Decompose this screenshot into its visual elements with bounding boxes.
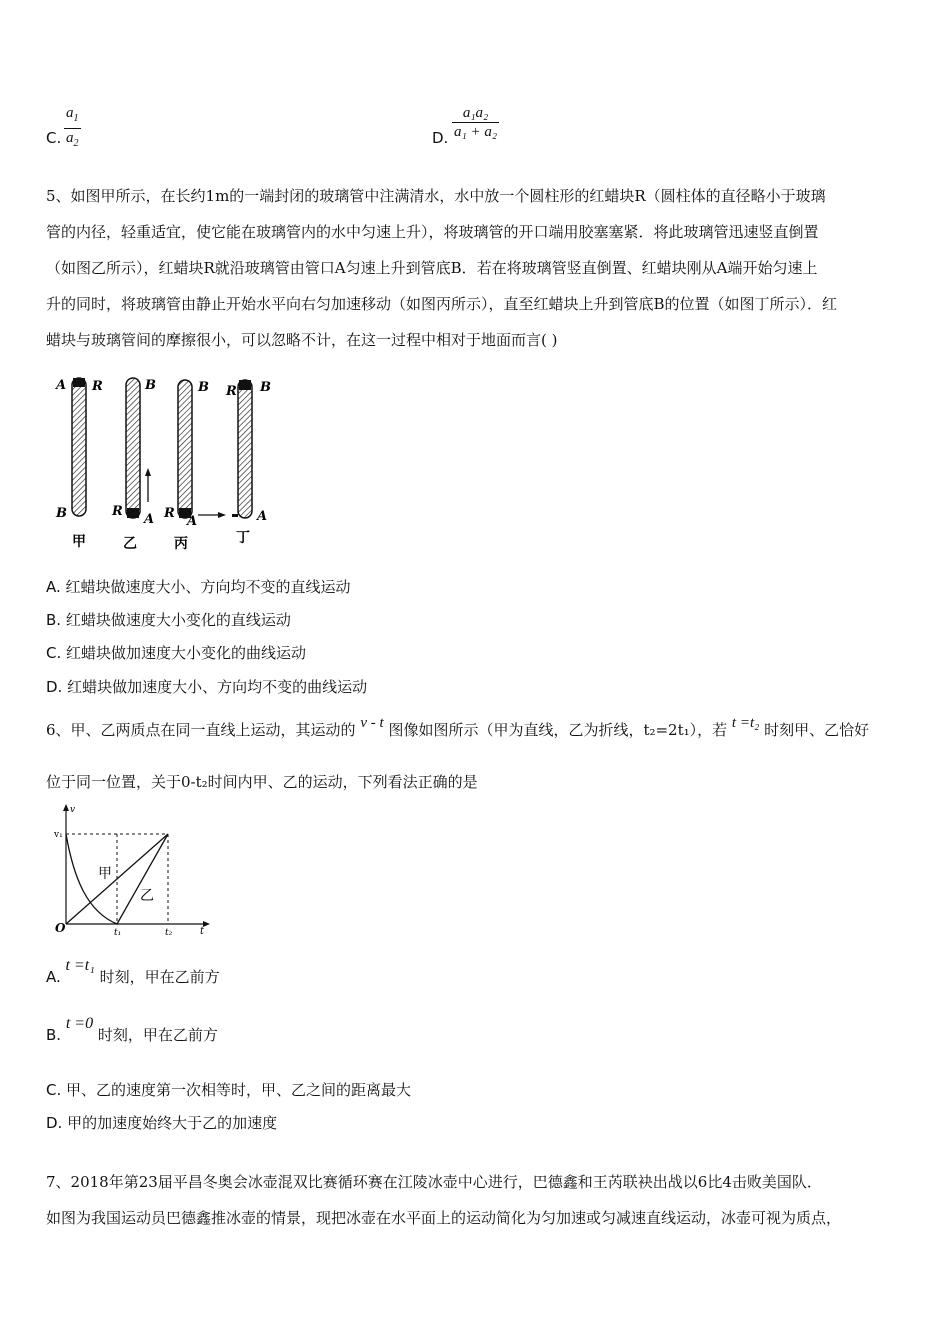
- tube-jia: [54, 378, 103, 550]
- q5-tube-figure: [50, 372, 290, 557]
- q6-option-d[interactable]: D. 甲的加速度始终大于乙的加速度: [46, 1114, 278, 1132]
- q5-text: [46, 178, 837, 358]
- origin-label: O: [55, 921, 66, 935]
- option-c-denominator-sub: 2: [73, 138, 79, 149]
- q6-option-c[interactable]: C. 甲、乙的速度第一次相等时，甲、乙之间的距离最大: [46, 1081, 412, 1099]
- q6-option-a-label: A.: [46, 968, 61, 986]
- label-yi: 乙: [123, 536, 137, 552]
- q5-line: 管的内径，轻重适宜，使它能在玻璃管内的水中匀速上升），将玻璃管的开口端用胶塞塞紧．将此玻璃管迅速竖直倒置: [46, 223, 819, 241]
- q6-text-b: 图像如图所示（甲为直线，乙为折线，t₂=2t₁），若: [388, 721, 728, 739]
- label-A: A: [144, 512, 155, 527]
- q5-option-a[interactable]: A. 红蜡块做速度大小、方向均不变的直线运动: [46, 578, 351, 596]
- option-c-numerator: a: [66, 105, 74, 121]
- t1-label: t₁: [114, 928, 122, 938]
- q6-line-1: [46, 715, 870, 741]
- t2-label: t₂: [165, 928, 173, 938]
- q6-vt-math: v - t: [360, 715, 384, 731]
- option-d-fraction: [452, 104, 499, 141]
- label-A: A: [187, 514, 198, 529]
- q6-text-c: 时刻甲、乙恰好: [764, 721, 870, 739]
- red-wax-block: [239, 380, 251, 390]
- q6-option-a[interactable]: [46, 957, 220, 987]
- red-wax-block: [127, 508, 139, 518]
- q5-option-b[interactable]: B. 红蜡块做速度大小变化的直线运动: [46, 611, 291, 629]
- label-jia: 甲: [72, 534, 86, 550]
- tube-yi: [111, 378, 156, 552]
- label-B: B: [260, 380, 271, 395]
- label-bing: 丙: [174, 536, 188, 552]
- option-d-label: D.: [432, 129, 449, 147]
- label-B: B: [198, 380, 209, 395]
- label-R: R: [226, 384, 237, 399]
- q6-option-b-math: t =0: [65, 1015, 94, 1032]
- label-R: R: [164, 506, 175, 521]
- label-A: A: [56, 378, 67, 393]
- label-B: B: [56, 506, 67, 521]
- v1-label: v₁: [54, 830, 63, 840]
- q5-line: （如图乙所示），红蜡块R就沿玻璃管由管口A匀速上升到管底B．若在将玻璃管竖直倒置、红蜡块刚从A端开始匀速上: [46, 259, 818, 277]
- v-axis-label: v: [70, 805, 76, 815]
- label-R: R: [92, 379, 103, 394]
- q7-line: 7、2018年第23届平昌冬奥会冰壶混双比赛循环赛在江陵冰壶中心进行，巴德鑫和王芮联袂出战以6比4击败美国队．: [46, 1173, 822, 1191]
- q6-t-math: t =t₂: [731, 715, 760, 731]
- option-c-fraction: [64, 104, 81, 153]
- label-ding: 丁: [236, 530, 250, 546]
- q6-line-2: 位于同一位置，关于0-t₂时间内甲、乙的运动，下列看法正确的是: [46, 773, 478, 791]
- tube-ding: [225, 380, 271, 546]
- q6-option-a-math: t =t₁: [65, 957, 95, 974]
- label-A: A: [257, 509, 268, 524]
- yi-label: 乙: [140, 888, 154, 904]
- q5-option-c[interactable]: C. 红蜡块做加速度大小变化的曲线运动: [46, 644, 307, 662]
- label-B: B: [145, 378, 156, 393]
- q6-option-a-text: 时刻，甲在乙前方: [99, 968, 220, 986]
- option-d-numerator: a₁a₂: [452, 104, 499, 123]
- option-c-numerator-sub: 1: [73, 113, 79, 124]
- q5-line: 5、如图甲所示，在长约1m的一端封闭的玻璃管中注满清水，水中放一个圆柱形的红蜡块R（圆柱体的直径略小于玻璃: [46, 187, 826, 205]
- tube-bing: [163, 380, 226, 552]
- q6-text-a: 6、甲、乙两质点在同一直线上运动，其运动的: [46, 721, 356, 739]
- q6-vt-graph: [48, 800, 218, 940]
- q6-option-b-label: B.: [46, 1026, 62, 1044]
- t-axis-label: t: [200, 926, 205, 937]
- label-R: R: [112, 504, 123, 519]
- q6-option-b-text: 时刻，甲在乙前方: [97, 1026, 218, 1044]
- q5-line: 蜡块与玻璃管间的摩擦很小，可以忽略不计，在这一过程中相对于地面而言( ): [46, 331, 558, 349]
- jia-label: 甲: [98, 866, 112, 882]
- option-d-denominator: a₁ + a₂: [454, 124, 498, 140]
- q6-option-b[interactable]: [46, 1015, 218, 1045]
- q7-text: [46, 1164, 841, 1236]
- option-c-label: C.: [46, 129, 62, 147]
- q5-line: 升的同时，将玻璃管由静止开始水平向右匀加速移动（如图丙所示），直至红蜡块上升到管底B的位置（如图丁所示）．红: [46, 295, 838, 313]
- red-wax-block: [73, 378, 85, 387]
- option-c-denominator: a: [66, 130, 74, 146]
- q5-option-d[interactable]: D. 红蜡块做加速度大小、方向均不变的曲线运动: [46, 678, 368, 696]
- q7-line: 如图为我国运动员巴德鑫推冰壶的情景，现把冰壶在水平面上的运动简化为匀加速或匀减速直线运动，冰壶可视为质点，: [46, 1209, 842, 1227]
